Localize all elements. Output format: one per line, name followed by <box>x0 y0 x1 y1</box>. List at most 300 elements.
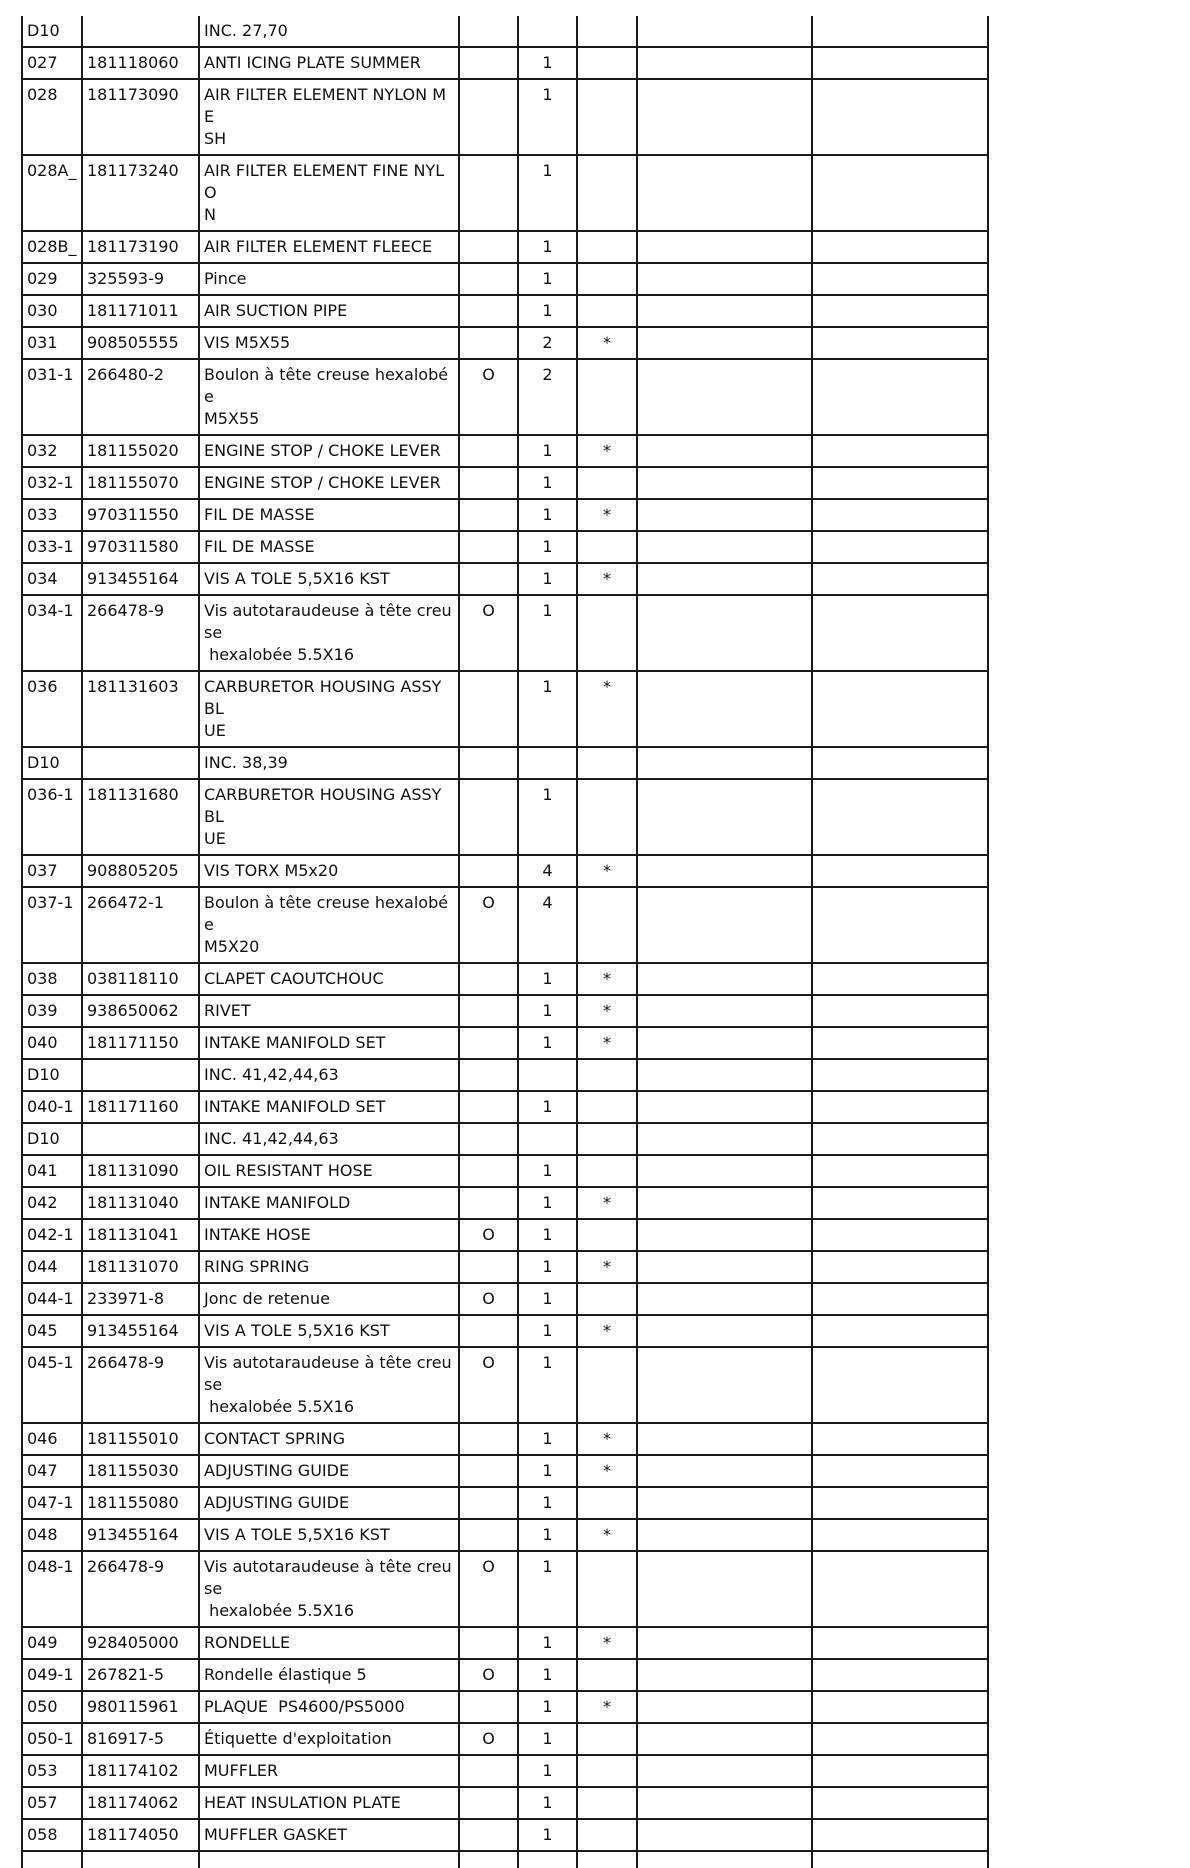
quantity-text: 1 <box>542 1321 553 1340</box>
description-cell <box>199 779 459 855</box>
description-cell <box>199 1251 459 1283</box>
part-number-text: 181155010 <box>87 1429 179 1448</box>
notes-cell <box>637 563 812 595</box>
remarks-cell <box>812 359 988 435</box>
notes-cell <box>637 1691 812 1723</box>
description-text: RIVET <box>204 1001 251 1020</box>
ref-text: 048-1 <box>27 1557 74 1576</box>
description-cell <box>199 1315 459 1347</box>
star-marker-cell <box>577 1455 637 1487</box>
ref-text: 038 <box>27 969 58 988</box>
description-cell <box>199 595 459 671</box>
remarks-cell <box>812 747 988 779</box>
part-number-cell <box>82 1091 199 1123</box>
quantity-cell <box>518 1723 577 1755</box>
quantity-text: 1 <box>542 237 553 256</box>
star-marker-cell <box>577 1251 637 1283</box>
quantity-cell <box>518 779 577 855</box>
notes-cell <box>637 1659 812 1691</box>
table-row <box>22 1659 988 1691</box>
description-cell <box>199 1219 459 1251</box>
ref-cell <box>22 963 82 995</box>
table-row <box>22 747 988 779</box>
part-number-text: 928405000 <box>87 1633 179 1652</box>
description-text: Vis autotaraudeuse à tête creuse hexalobée 5.5X16 <box>204 1557 452 1620</box>
star-marker-cell <box>577 1059 637 1091</box>
table-row <box>22 1155 988 1187</box>
option-marker-cell <box>459 155 518 231</box>
star-marker-cell <box>577 327 637 359</box>
table-row <box>22 1251 988 1283</box>
part-number-text: 181155080 <box>87 1493 179 1512</box>
table-row <box>22 16 988 47</box>
part-number-text: 816917-5 <box>87 1729 165 1748</box>
option-marker-cell <box>459 1423 518 1455</box>
ref-cell <box>22 16 82 47</box>
star-marker-cell <box>577 1283 637 1315</box>
table-row <box>22 467 988 499</box>
description-cell <box>199 1627 459 1659</box>
star-marker-text: * <box>603 1697 611 1716</box>
description-cell <box>199 231 459 263</box>
part-number-cell <box>82 435 199 467</box>
description-text: CARBURETOR HOUSING ASSY BL UE <box>204 785 442 848</box>
description-text: RONDELLE <box>204 1633 291 1652</box>
quantity-cell <box>518 1251 577 1283</box>
table-row <box>22 295 988 327</box>
ref-text: D10 <box>27 1065 60 1084</box>
remarks-cell <box>812 327 988 359</box>
remarks-cell <box>812 1723 988 1755</box>
table-row <box>22 155 988 231</box>
table-row <box>22 1691 988 1723</box>
option-marker-cell <box>459 1059 518 1091</box>
star-marker-cell <box>577 1627 637 1659</box>
option-marker-cell <box>459 263 518 295</box>
ref-text: 039 <box>27 1001 58 1020</box>
ref-text: 050 <box>27 1697 58 1716</box>
notes-cell <box>637 16 812 47</box>
notes-cell <box>637 231 812 263</box>
table-row <box>22 231 988 263</box>
quantity-cell <box>518 1551 577 1627</box>
quantity-cell <box>518 1755 577 1787</box>
quantity-text: 2 <box>542 365 553 384</box>
part-number-cell <box>82 531 199 563</box>
ref-cell <box>22 499 82 531</box>
star-marker-cell <box>577 1423 637 1455</box>
description-text: ENGINE STOP / CHOKE LEVER <box>204 473 441 492</box>
part-number-cell <box>82 155 199 231</box>
description-cell <box>199 1787 459 1819</box>
notes-cell <box>637 295 812 327</box>
part-number-cell <box>82 1787 199 1819</box>
ref-cell <box>22 887 82 963</box>
remarks-cell <box>812 79 988 155</box>
ref-cell <box>22 1519 82 1551</box>
notes-cell <box>637 1723 812 1755</box>
part-number-text: 181174050 <box>87 1825 179 1844</box>
option-marker-cell <box>459 1219 518 1251</box>
empty-cell <box>199 1851 459 1868</box>
star-marker-cell <box>577 1723 637 1755</box>
ref-text: 037 <box>27 861 58 880</box>
ref-cell <box>22 435 82 467</box>
option-marker-cell <box>459 1755 518 1787</box>
empty-cell <box>22 1851 82 1868</box>
remarks-cell <box>812 499 988 531</box>
notes-cell <box>637 671 812 747</box>
part-number-cell <box>82 1551 199 1627</box>
table-row <box>22 963 988 995</box>
part-number-cell <box>82 47 199 79</box>
ref-cell <box>22 1551 82 1627</box>
star-marker-cell <box>577 1519 637 1551</box>
part-number-text: 181171011 <box>87 301 179 320</box>
quantity-cell <box>518 1315 577 1347</box>
description-cell <box>199 1487 459 1519</box>
quantity-cell <box>518 1819 577 1851</box>
notes-cell <box>637 963 812 995</box>
table-row <box>22 531 988 563</box>
description-text: VIS A TOLE 5,5X16 KST <box>204 569 390 588</box>
quantity-text: 1 <box>542 1761 553 1780</box>
option-marker-cell <box>459 1819 518 1851</box>
part-number-cell <box>82 563 199 595</box>
remarks-cell <box>812 155 988 231</box>
star-marker-text: * <box>603 333 611 352</box>
table-row <box>22 1091 988 1123</box>
star-marker-cell <box>577 671 637 747</box>
ref-text: 034 <box>27 569 58 588</box>
quantity-cell <box>518 435 577 467</box>
description-text: AIR SUCTION PIPE <box>204 301 348 320</box>
ref-text: 036-1 <box>27 785 74 804</box>
option-marker-text: O <box>482 365 495 384</box>
quantity-cell <box>518 887 577 963</box>
ref-cell <box>22 1123 82 1155</box>
description-cell <box>199 1455 459 1487</box>
description-cell <box>199 1723 459 1755</box>
star-marker-text: * <box>603 1001 611 1020</box>
part-number-text: 181173240 <box>87 161 179 180</box>
quantity-text: 1 <box>542 441 553 460</box>
part-number-text: 266480-2 <box>87 365 165 384</box>
table-row <box>22 1423 988 1455</box>
table-row <box>22 1123 988 1155</box>
part-number-cell <box>82 887 199 963</box>
star-marker-cell <box>577 1027 637 1059</box>
remarks-cell <box>812 671 988 747</box>
star-marker-cell <box>577 1315 637 1347</box>
ref-cell <box>22 1723 82 1755</box>
quantity-text: 1 <box>542 1225 553 1244</box>
description-text: VIS A TOLE 5,5X16 KST <box>204 1321 390 1340</box>
ref-text: 049 <box>27 1633 58 1652</box>
description-text: Pince <box>204 269 247 288</box>
ref-cell <box>22 231 82 263</box>
remarks-cell <box>812 263 988 295</box>
remarks-cell <box>812 995 988 1027</box>
part-number-text: 266472-1 <box>87 893 165 912</box>
option-marker-cell <box>459 1691 518 1723</box>
part-number-cell <box>82 1187 199 1219</box>
remarks-cell <box>812 855 988 887</box>
part-number-text: 913455164 <box>87 1321 179 1340</box>
star-marker-cell <box>577 563 637 595</box>
option-marker-cell <box>459 747 518 779</box>
description-cell <box>199 1091 459 1123</box>
ref-text: 045-1 <box>27 1353 74 1372</box>
part-number-cell <box>82 16 199 47</box>
description-cell <box>199 1283 459 1315</box>
part-number-cell <box>82 747 199 779</box>
table-row <box>22 671 988 747</box>
option-marker-text: O <box>482 1729 495 1748</box>
star-marker-cell <box>577 887 637 963</box>
notes-cell <box>637 855 812 887</box>
part-number-cell <box>82 1315 199 1347</box>
notes-cell <box>637 1315 812 1347</box>
description-text: MUFFLER <box>204 1761 279 1780</box>
star-marker-cell <box>577 47 637 79</box>
part-number-text: 913455164 <box>87 569 179 588</box>
remarks-cell <box>812 1519 988 1551</box>
table-row <box>22 855 988 887</box>
quantity-cell <box>518 231 577 263</box>
quantity-cell <box>518 1423 577 1455</box>
remarks-cell <box>812 1059 988 1091</box>
ref-text: 042 <box>27 1193 58 1212</box>
description-cell <box>199 1755 459 1787</box>
star-marker-cell <box>577 295 637 327</box>
notes-cell <box>637 747 812 779</box>
part-number-text: 980115961 <box>87 1697 179 1716</box>
ref-cell <box>22 1155 82 1187</box>
description-cell <box>199 47 459 79</box>
option-marker-cell <box>459 1723 518 1755</box>
ref-text: 041 <box>27 1161 58 1180</box>
star-marker-text: * <box>603 1257 611 1276</box>
option-marker-cell <box>459 499 518 531</box>
option-marker-cell <box>459 1519 518 1551</box>
description-text: INC. 27,70 <box>204 21 288 40</box>
ref-cell <box>22 359 82 435</box>
part-number-text: 181174062 <box>87 1793 179 1812</box>
ref-cell <box>22 1627 82 1659</box>
notes-cell <box>637 263 812 295</box>
description-text: INTAKE MANIFOLD SET <box>204 1097 386 1116</box>
part-number-cell <box>82 1487 199 1519</box>
remarks-cell <box>812 1219 988 1251</box>
remarks-cell <box>812 1283 988 1315</box>
description-cell <box>199 531 459 563</box>
description-text: VIS A TOLE 5,5X16 KST <box>204 1525 390 1544</box>
quantity-cell <box>518 1787 577 1819</box>
part-number-text: 181131041 <box>87 1225 179 1244</box>
quantity-cell <box>518 359 577 435</box>
description-cell <box>199 1423 459 1455</box>
option-marker-cell <box>459 1283 518 1315</box>
ref-cell <box>22 1027 82 1059</box>
description-cell <box>199 327 459 359</box>
description-text: INC. 41,42,44,63 <box>204 1065 339 1084</box>
part-number-text: 908505555 <box>87 333 179 352</box>
star-marker-cell <box>577 747 637 779</box>
quantity-cell <box>518 263 577 295</box>
empty-cell <box>637 1851 812 1868</box>
notes-cell <box>637 1487 812 1519</box>
table-row <box>22 499 988 531</box>
part-number-text: 181155020 <box>87 441 179 460</box>
notes-cell <box>637 1455 812 1487</box>
option-marker-cell <box>459 595 518 671</box>
notes-cell <box>637 1283 812 1315</box>
ref-cell <box>22 531 82 563</box>
remarks-cell <box>812 963 988 995</box>
star-marker-text: * <box>603 1033 611 1052</box>
ref-text: 036 <box>27 677 58 696</box>
star-marker-text: * <box>603 1525 611 1544</box>
star-marker-text: * <box>603 569 611 588</box>
remarks-cell <box>812 1819 988 1851</box>
table-row <box>22 1027 988 1059</box>
star-marker-cell <box>577 1755 637 1787</box>
table-row <box>22 595 988 671</box>
table-row <box>22 995 988 1027</box>
ref-cell <box>22 79 82 155</box>
part-number-cell <box>82 1627 199 1659</box>
part-number-text: 181118060 <box>87 53 179 72</box>
quantity-text: 1 <box>542 1353 553 1372</box>
description-text: AIR FILTER ELEMENT FLEECE <box>204 237 433 256</box>
star-marker-cell <box>577 1787 637 1819</box>
option-marker-text: O <box>482 893 495 912</box>
notes-cell <box>637 1155 812 1187</box>
quantity-cell <box>518 855 577 887</box>
option-marker-cell <box>459 887 518 963</box>
option-marker-cell <box>459 1487 518 1519</box>
star-marker-cell <box>577 779 637 855</box>
ref-text: 058 <box>27 1825 58 1844</box>
notes-cell <box>637 359 812 435</box>
quantity-cell <box>518 747 577 779</box>
ref-text: 040-1 <box>27 1097 74 1116</box>
description-text: CONTACT SPRING <box>204 1429 345 1448</box>
remarks-cell <box>812 595 988 671</box>
quantity-cell <box>518 595 577 671</box>
option-marker-cell <box>459 779 518 855</box>
remarks-cell <box>812 467 988 499</box>
part-number-cell <box>82 1219 199 1251</box>
part-number-cell <box>82 595 199 671</box>
quantity-text: 1 <box>542 1001 553 1020</box>
part-number-cell <box>82 1059 199 1091</box>
remarks-cell <box>812 1551 988 1627</box>
quantity-cell <box>518 327 577 359</box>
star-marker-cell <box>577 263 637 295</box>
notes-cell <box>637 1627 812 1659</box>
quantity-cell <box>518 671 577 747</box>
part-number-cell <box>82 1423 199 1455</box>
remarks-cell <box>812 1423 988 1455</box>
part-number-text: 325593-9 <box>87 269 165 288</box>
star-marker-cell <box>577 1659 637 1691</box>
part-number-cell <box>82 1519 199 1551</box>
remarks-cell <box>812 1691 988 1723</box>
notes-cell <box>637 1027 812 1059</box>
option-marker-cell <box>459 47 518 79</box>
parts-table <box>21 16 989 1868</box>
ref-text: 030 <box>27 301 58 320</box>
option-marker-cell <box>459 1251 518 1283</box>
ref-cell <box>22 155 82 231</box>
quantity-text: 1 <box>542 301 553 320</box>
option-marker-cell <box>459 995 518 1027</box>
description-cell <box>199 435 459 467</box>
star-marker-text: * <box>603 1461 611 1480</box>
ref-text: 032-1 <box>27 473 74 492</box>
part-number-cell <box>82 1755 199 1787</box>
quantity-text: 1 <box>542 1033 553 1052</box>
option-marker-text: O <box>482 1353 495 1372</box>
description-text: ENGINE STOP / CHOKE LEVER <box>204 441 441 460</box>
notes-cell <box>637 1519 812 1551</box>
part-number-cell <box>82 1283 199 1315</box>
ref-cell <box>22 1423 82 1455</box>
option-marker-cell <box>459 467 518 499</box>
ref-cell <box>22 1487 82 1519</box>
empty-cell <box>459 1851 518 1868</box>
description-text: AIR FILTER ELEMENT NYLON ME SH <box>204 85 446 148</box>
quantity-cell <box>518 155 577 231</box>
part-number-text: 181173090 <box>87 85 179 104</box>
ref-text: 033-1 <box>27 537 74 556</box>
ref-cell <box>22 1219 82 1251</box>
description-cell <box>199 79 459 155</box>
description-text: ADJUSTING GUIDE <box>204 1461 350 1480</box>
description-cell <box>199 295 459 327</box>
ref-cell <box>22 1315 82 1347</box>
quantity-text: 1 <box>542 1525 553 1544</box>
remarks-cell <box>812 47 988 79</box>
quantity-text: 1 <box>542 1493 553 1512</box>
notes-cell <box>637 47 812 79</box>
table-row <box>22 1519 988 1551</box>
quantity-text: 1 <box>542 1793 553 1812</box>
ref-text: 053 <box>27 1761 58 1780</box>
option-marker-cell <box>459 1551 518 1627</box>
notes-cell <box>637 1787 812 1819</box>
description-text: INTAKE MANIFOLD <box>204 1193 351 1212</box>
description-cell <box>199 359 459 435</box>
quantity-cell <box>518 1347 577 1423</box>
description-text: MUFFLER GASKET <box>204 1825 348 1844</box>
quantity-cell <box>518 16 577 47</box>
notes-cell <box>637 327 812 359</box>
part-number-cell <box>82 963 199 995</box>
ref-text: 032 <box>27 441 58 460</box>
description-text: INTAKE MANIFOLD SET <box>204 1033 386 1052</box>
ref-text: 031-1 <box>27 365 74 384</box>
part-number-cell <box>82 1455 199 1487</box>
quantity-text: 1 <box>542 1257 553 1276</box>
description-cell <box>199 16 459 47</box>
remarks-cell <box>812 1187 988 1219</box>
part-number-cell <box>82 671 199 747</box>
ref-cell <box>22 1091 82 1123</box>
quantity-cell <box>518 1219 577 1251</box>
